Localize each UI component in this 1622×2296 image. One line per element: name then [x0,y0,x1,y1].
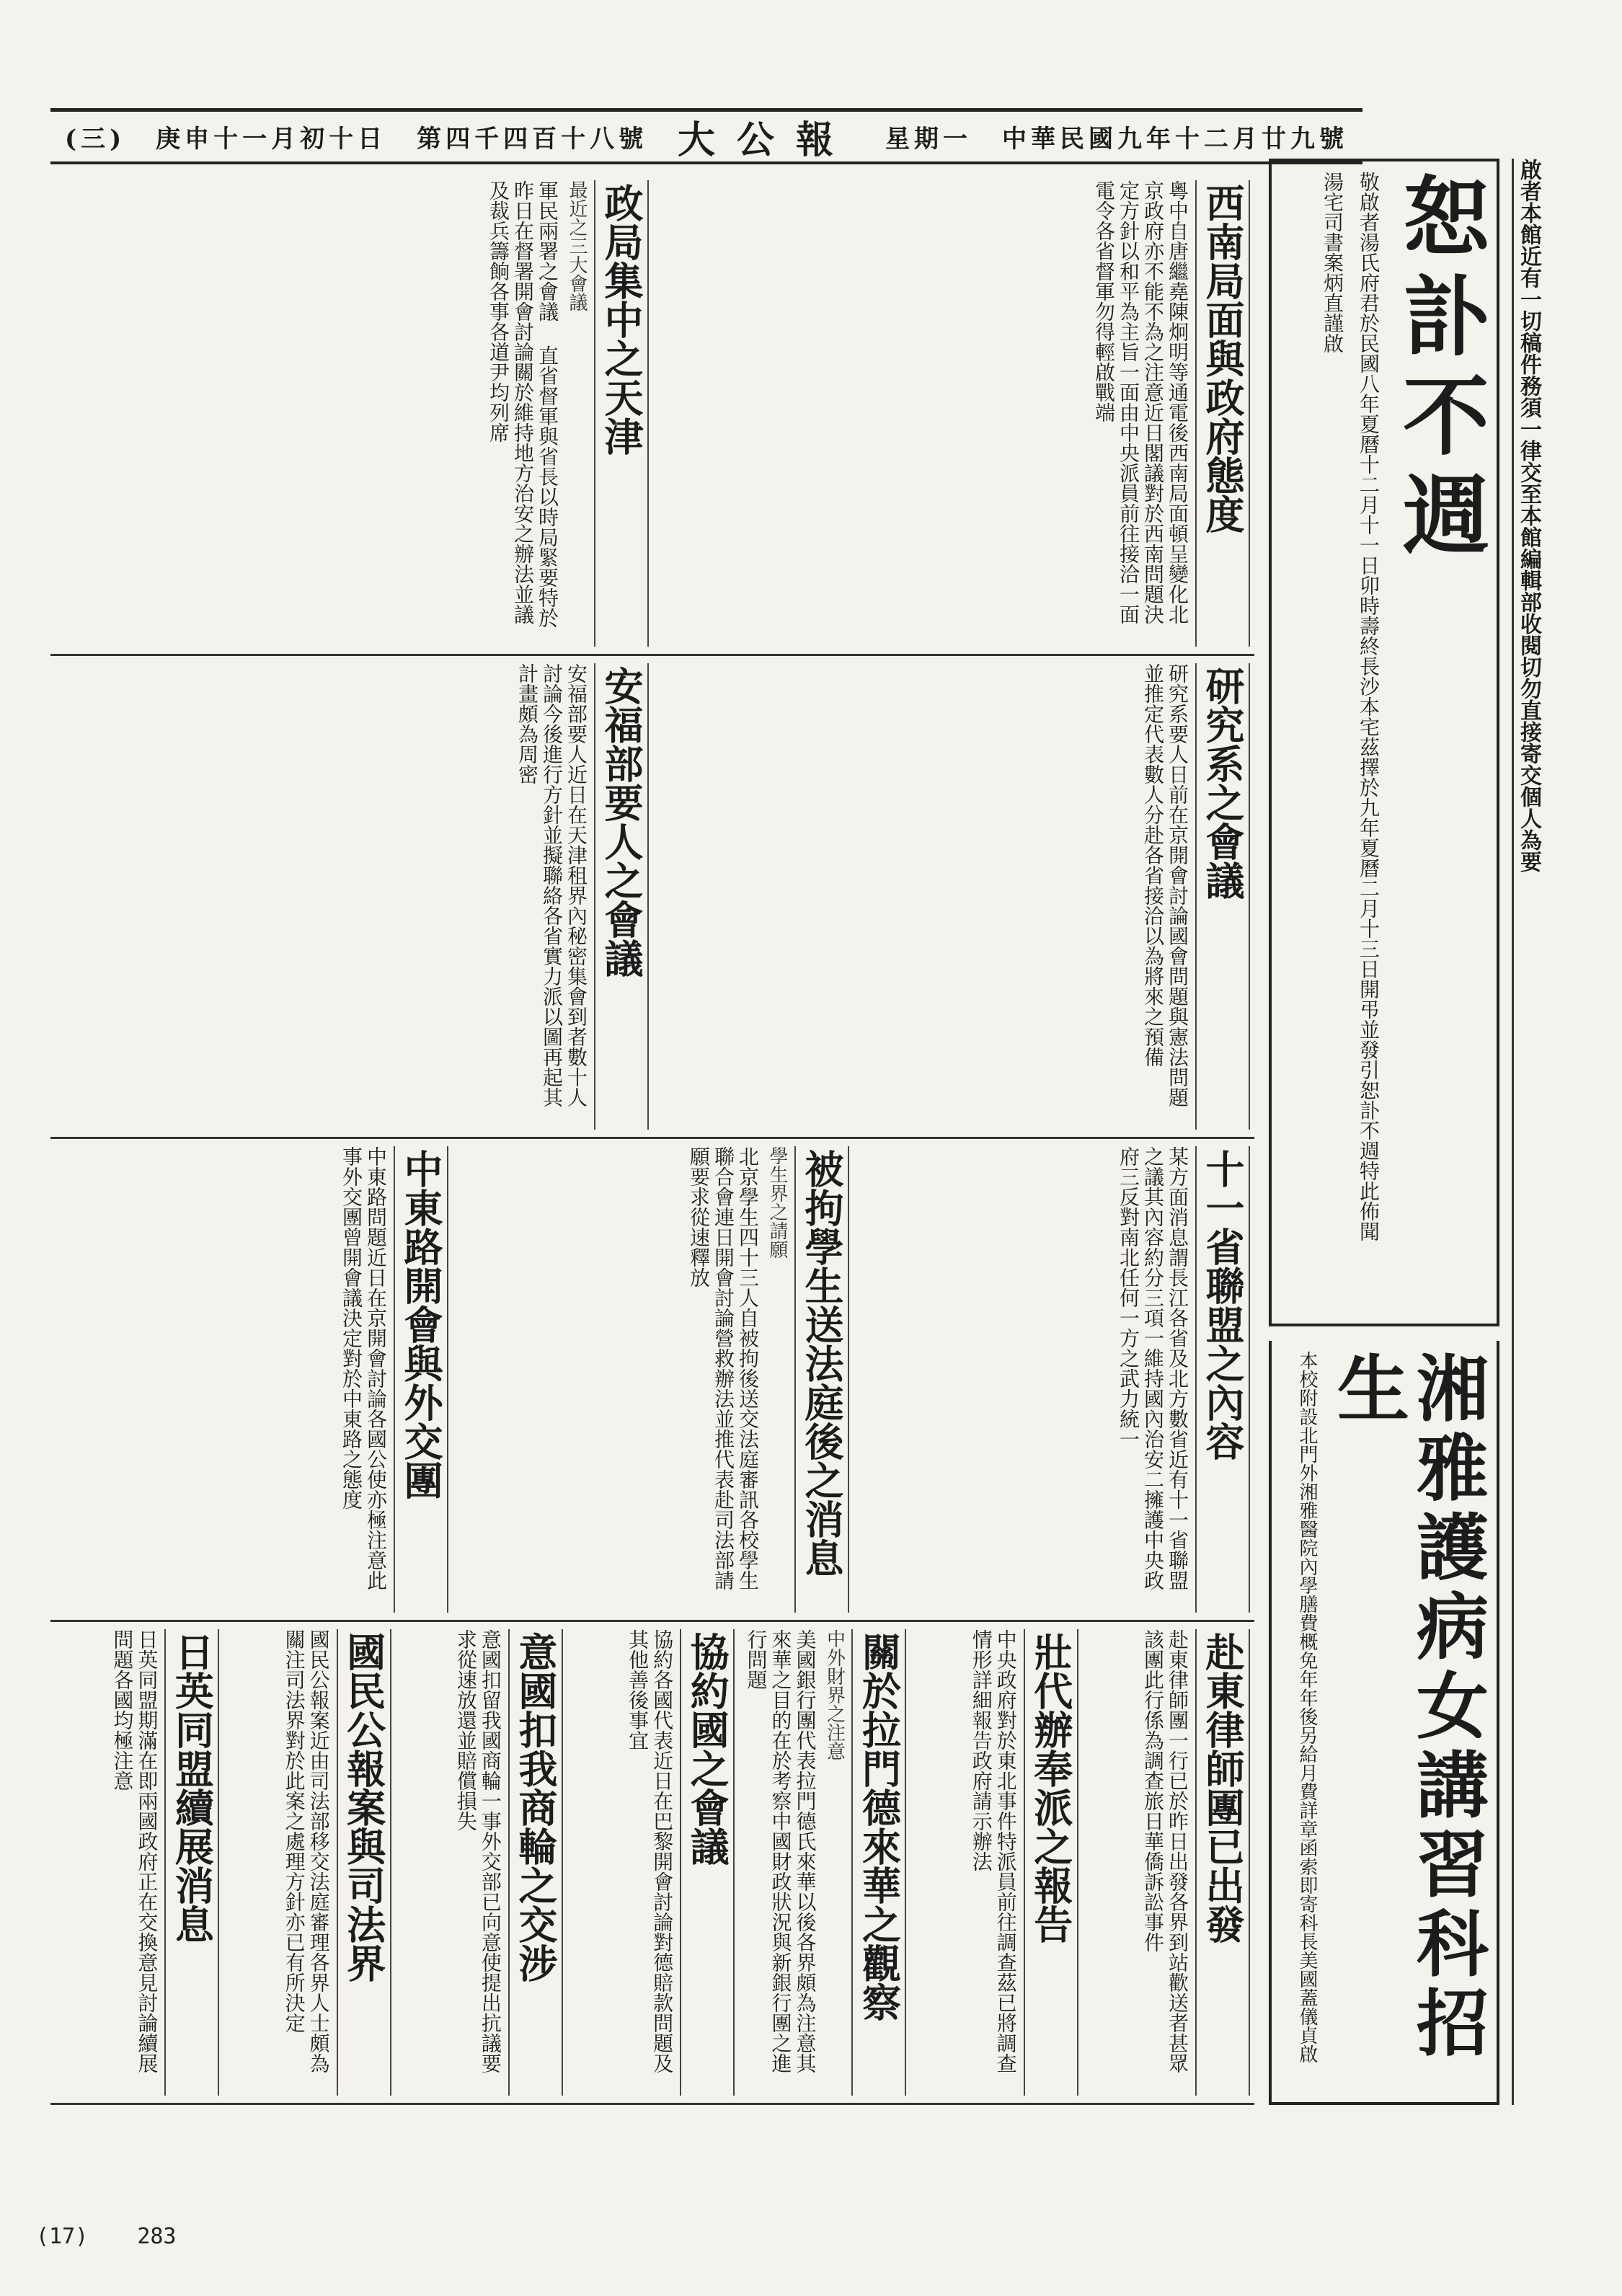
article-text: 赴東律師團一行已於昨日出發各界到站歡送者甚眾該團此行係為調查旅日華僑訴訟事件 [1141,1629,1189,2073]
school-headline: 湘雅護病女講習科招生 [1325,1351,1489,2065]
article [456,1146,849,1613]
date-left: 中華民國九年十二月廿九號 [1001,125,1348,154]
notice-signature: 湯宅司書案炳直謹啟 [1321,172,1344,353]
article [226,1629,391,2096]
article-headline: 壯代辦奉派之報告 [1024,1629,1078,2096]
notice-panel [1269,159,1499,1326]
footer-left: (17) [36,2224,89,2249]
article [570,1629,735,2096]
notice-text: 敬啟者湯氏府君於民國八年夏曆十二月十一日卯時壽終長沙本宅茲擇於九年夏曆二月十三日開弔並發引恕訃不週特此佈聞 [1357,172,1381,1241]
article-text: 協約各國代表近日在巴黎開會討論對德賠款問題及其他善後事宜 [626,1629,675,2073]
article-headline: 安福部要人之會議 [594,663,649,1130]
issue-number: 第四千四百十八號 [417,125,648,154]
notice-headline: 恕訃不週 [1388,172,1490,569]
article [656,663,1250,1130]
article [55,663,649,1130]
lunar-date: 庚申十一月初十日 [156,125,387,154]
article-headline: 赴東律師團已出發 [1195,1629,1250,2096]
article-headline: 政局集中之天津 [594,180,649,647]
article [913,1629,1078,2096]
article-headline: 日英同盟續展消息 [164,1629,219,2096]
band-2 [50,656,1254,1139]
article-text: 日英同盟期滿在即兩國政府正在交換意見討論續展問題各國均極注意 [110,1629,159,2073]
article-headline: 意國扣我商輪之交涉 [508,1629,563,2096]
article-headline: 十一省聯盟之內容 [1195,1146,1250,1613]
article-text: 研究系要人日前在京開會討論國會問題與憲法問題並推定代表數人分赴各省接洽以為將來之預備 [1141,663,1189,1107]
article-headline: 國民公報案與司法界 [337,1629,391,2096]
article-text: 某方面消息謂長江各省及北方數省近有十一省聯盟之議其內容約分三項一維持國內治安二擁護中央政府三反對南北任何一方之武力統一 [1117,1146,1189,1590]
article-text: 安福部要人近日在天津租界內秘密集會到者數十人討論今後進行方針並擬聯絡各省實力派以圖再起其計畫頗為周密 [515,663,588,1107]
article [399,1629,563,2096]
footer-right: 283 [137,2224,177,2249]
weekday: 星期一 [885,125,972,154]
masthead: 大公報 [678,118,856,162]
article [55,180,649,647]
article [656,180,1250,647]
article-subhead: 中外財界之注意 [823,1629,846,1760]
article-text: 意國扣留我國商輪一事外交部已向意使提出抗議要求從速放還並賠償損失 [453,1629,502,2073]
article-headline: 西南局面與政府態度 [1195,180,1250,647]
article-text: 美國銀行團代表拉門德氏來華以後各界頗為注意其來華之目的在於考察中國財政狀況與新銀行團之進行問題 [744,1629,817,2073]
article-headline: 研究系之會議 [1195,663,1250,1130]
article-text: 北京學生四十三人自被拘後送交法庭審訊各校學生聯合會連日開會討論營救辦法並推代表赴司法部請願要求從速釋放 [687,1146,760,1590]
page-footer [36,2224,213,2249]
article [55,1629,219,2096]
band-1 [50,173,1254,656]
school-panel [1269,1341,1499,2105]
article-subhead: 最近之三大會議 [566,180,588,311]
article-text: 粵中自唐繼堯陳炯明等通電後西南局面頓呈變化北京政府亦不能不為之注意近日閣議對於西南問題決定方針以和平為主旨一面由中央派員前往接洽一面電令各省督軍勿得輕啟戰端 [1092,180,1189,624]
article-text: 國民公報案近由司法部移交法庭審理各界人士頗為關注司法界對於此案之處理方針亦已有所決定 [282,1629,331,2073]
article-headline: 中東路開會與外交團 [394,1146,448,1613]
article-subhead: 學生界之請願 [766,1146,788,1259]
article-headline: 協約國之會議 [680,1629,735,2096]
school-text: 本校附設北門外湘雅醫院內學膳費概免年年後另給月費詳章函索即寄科長美國蓋儀貞啟 [1296,1351,1318,2063]
right-strip-text: 啟者本館近有一切稿件務須一律交至本館編輯部收閱切勿直接寄交個人為要 [1516,159,1541,872]
newspaper-header [50,108,1362,164]
article-text: 軍民兩署之會議 直省督軍與省長以時局緊要特於昨日在督署開會討論關於維持地方治安之辦法並議及裁兵籌餉各事各道尹均列席 [487,180,559,628]
band-4 [50,1622,1254,2105]
article [742,1629,906,2096]
article-columns [50,173,1254,2105]
article-headline: 被拘學生送法庭後之消息 [794,1146,849,1613]
article [856,1146,1250,1613]
right-strip [1512,159,1600,2105]
article-headline: 關於拉門德來華之觀察 [851,1629,906,2096]
article-text: 中央政府對於東北事件特派員前往調查茲已將調查情形詳細報告政府請示辦法 [969,1629,1018,2073]
article-text: 中東路問題近日在京開會討論各國公使亦極注意此事外交團曾開會議決定對於中東路之態度 [340,1146,388,1590]
page-number: (三) [65,125,126,154]
article [55,1146,448,1613]
band-3 [50,1139,1254,1622]
article [1086,1629,1250,2096]
body-area [50,159,1572,2119]
